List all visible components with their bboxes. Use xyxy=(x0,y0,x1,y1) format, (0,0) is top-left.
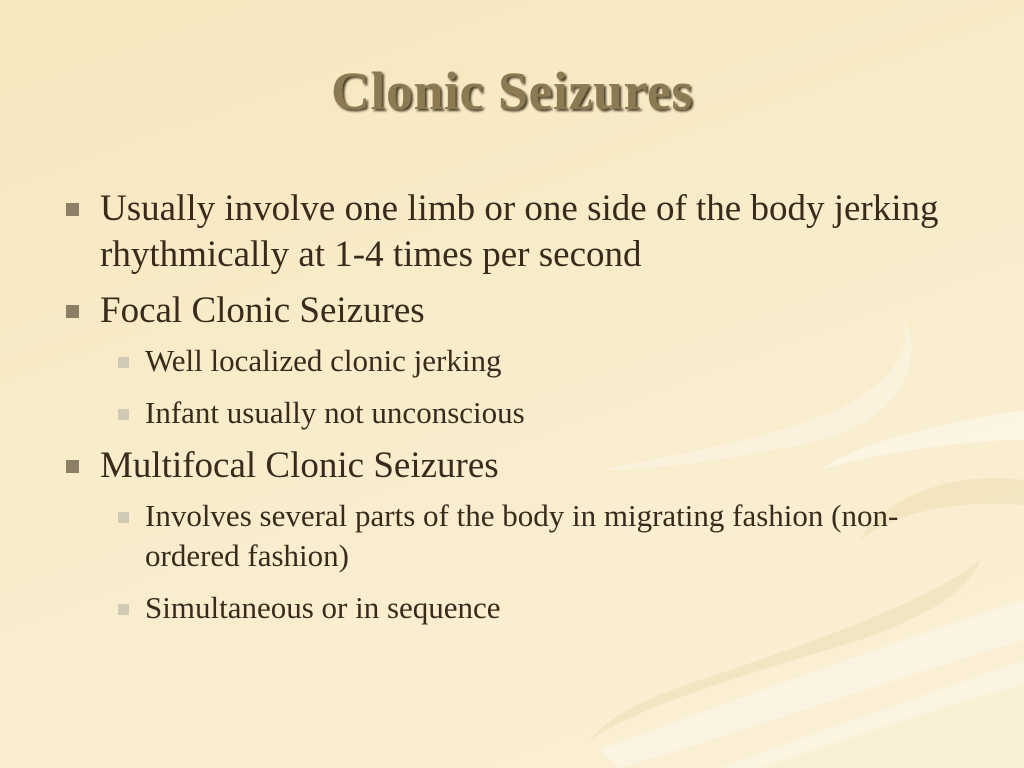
sub-bullet-text: Well localized clonic jerking xyxy=(145,343,502,378)
bullet-item xyxy=(62,186,982,278)
square-bullet-icon xyxy=(118,409,129,420)
sub-bullet-item xyxy=(116,588,982,628)
sub-bullet-item xyxy=(116,496,982,576)
sub-bullet-text: Simultaneous or in sequence xyxy=(145,590,501,625)
slide-title: Clonic Seizures xyxy=(331,61,693,121)
bullet-text: Focal Clonic Seizures xyxy=(100,290,425,331)
square-bullet-icon xyxy=(66,460,79,473)
sub-bullet-text: Involves several parts of the body in migrating fashion (non-ordered fashion) xyxy=(145,498,899,573)
square-bullet-icon xyxy=(118,604,129,615)
bullet-list xyxy=(62,186,982,628)
square-bullet-icon xyxy=(118,512,129,523)
bullet-text: Multifocal Clonic Seizures xyxy=(100,445,499,486)
square-bullet-icon xyxy=(66,203,79,216)
square-bullet-icon xyxy=(118,357,129,368)
sub-bullet-item xyxy=(116,393,982,433)
sub-bullet-text: Infant usually not unconscious xyxy=(145,395,525,430)
sub-bullet-item xyxy=(116,341,982,381)
bullet-item xyxy=(62,443,982,489)
square-bullet-icon xyxy=(66,305,79,318)
bullet-item xyxy=(62,288,982,334)
bullet-text: Usually involve one limb or one side of the body jerking rhythmically at 1-4 times per second xyxy=(100,188,939,275)
